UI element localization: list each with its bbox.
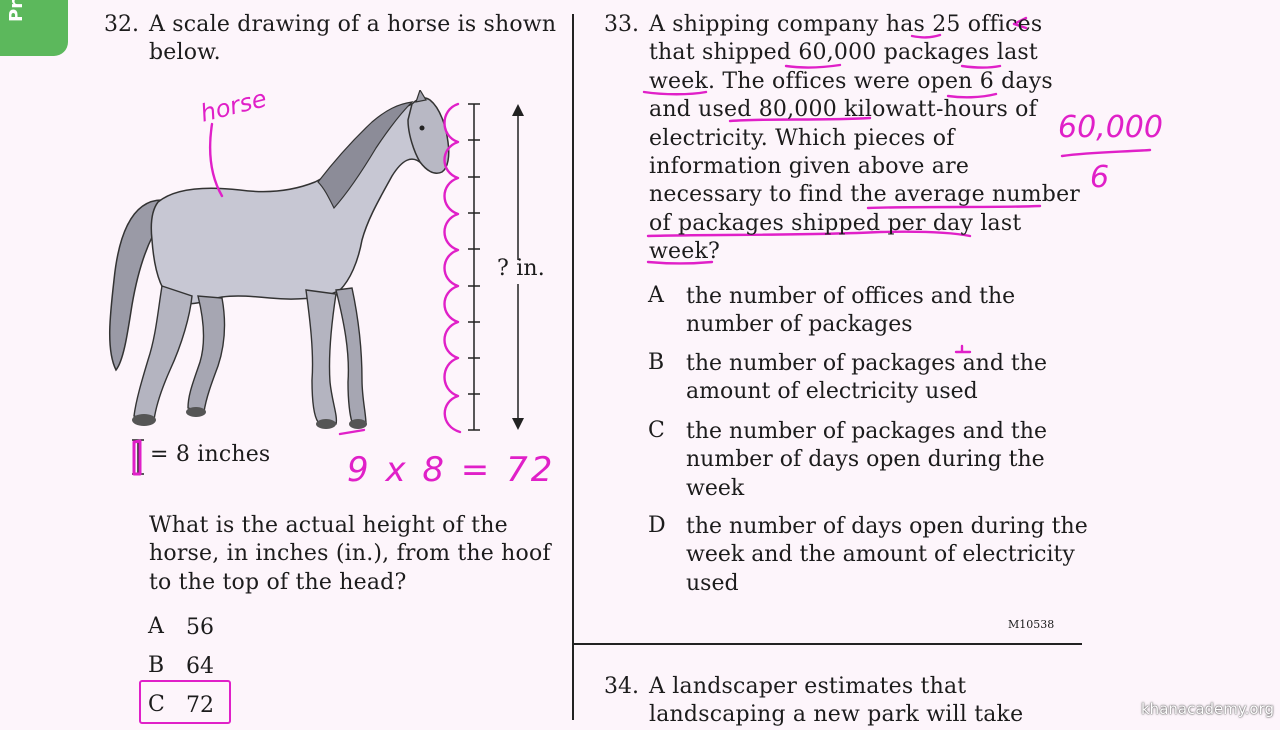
height-label: ? in. bbox=[497, 256, 545, 281]
q34-stem bbox=[649, 673, 1023, 730]
q32-number: 32. bbox=[104, 12, 139, 37]
q32-question bbox=[149, 512, 551, 597]
q32-stem-line: below. bbox=[149, 40, 221, 66]
ink-horse-label: horse bbox=[197, 84, 270, 128]
q33-stem-line: and used 80,000 kilowatt-hours of bbox=[649, 97, 1037, 123]
choice-line: the number of days open during the bbox=[686, 514, 1088, 539]
choice-line: amount of electricity used bbox=[686, 379, 978, 405]
q33-stem-line: information given above are bbox=[649, 154, 970, 180]
q32-stem-line: A scale drawing of a horse is shown bbox=[149, 12, 557, 37]
q33-stem-line: week. The offices were open 6 days bbox=[649, 68, 1053, 94]
q33-stem-line: A shipping company has 25 offices bbox=[649, 12, 1043, 37]
q32-choice-a-text[interactable]: 56 bbox=[186, 615, 214, 640]
q33-number: 33. bbox=[604, 12, 639, 37]
q32-question-line: What is the actual height of the bbox=[149, 513, 508, 538]
choice-line: number of packages bbox=[686, 312, 913, 338]
q33-stem-line: necessary to find the average number bbox=[649, 182, 1081, 208]
horse-illustration bbox=[100, 90, 460, 440]
q33-choice-d-letter[interactable]: D bbox=[648, 513, 666, 538]
q33-stem bbox=[649, 11, 1080, 267]
q34-stem-line: A landscaper estimates that bbox=[649, 674, 967, 699]
q33-choice-a-text[interactable] bbox=[686, 283, 1015, 340]
q32-choice-b-letter[interactable]: B bbox=[148, 653, 165, 678]
choice-line: week bbox=[686, 475, 745, 501]
q33-choice-a-letter[interactable]: A bbox=[648, 283, 664, 308]
q32-choice-a-letter[interactable]: A bbox=[148, 614, 164, 639]
q34-stem-line: landscaping a new park will take bbox=[649, 702, 1024, 728]
scale-key-icon bbox=[128, 438, 150, 478]
ink-fraction-numerator: 60,000 bbox=[1058, 110, 1163, 145]
q33-choice-b-letter[interactable]: B bbox=[648, 350, 665, 375]
q32-stem bbox=[149, 11, 556, 68]
scale-key-label: = 8 inches bbox=[150, 442, 271, 467]
q33-choice-d-text[interactable] bbox=[686, 513, 1088, 598]
q33-choice-b-text[interactable] bbox=[686, 350, 1047, 407]
q32-choice-c-letter[interactable]: C bbox=[148, 692, 165, 717]
q32-question-line: horse, in inches (in.), from the hoof bbox=[149, 541, 551, 567]
q33-stem-line: week? bbox=[649, 239, 720, 265]
watermark: khanacademy.org bbox=[1141, 700, 1274, 718]
badge-label: Pr bbox=[6, 0, 27, 22]
ink-fraction-denominator: 6 bbox=[1090, 160, 1110, 195]
q32-choice-c-text[interactable]: 72 bbox=[186, 693, 214, 718]
q32-question-line: to the top of the head? bbox=[149, 569, 407, 595]
item-code: M10538 bbox=[1008, 618, 1055, 631]
choice-line: week and the amount of electricity bbox=[686, 542, 1075, 568]
choice-line: used bbox=[686, 570, 739, 596]
choice-line: the number of packages and the bbox=[686, 351, 1047, 376]
column-divider bbox=[572, 14, 574, 720]
progress-badge[interactable] bbox=[0, 0, 68, 56]
choice-line: the number of packages and the bbox=[686, 419, 1047, 444]
question-divider bbox=[574, 643, 1082, 645]
q33-stem-line: of packages shipped per day last bbox=[649, 210, 1022, 236]
q34-number: 34. bbox=[604, 674, 639, 699]
ink-calculation: 9 x 8 = 72 bbox=[347, 450, 556, 490]
q33-stem-line: electricity. Which pieces of bbox=[649, 125, 955, 151]
q33-choice-c-letter[interactable]: C bbox=[648, 418, 665, 443]
q33-choice-c-text[interactable] bbox=[686, 418, 1047, 503]
q33-stem-line: that shipped 60,000 packages last bbox=[649, 40, 1038, 66]
choice-line: the number of offices and the bbox=[686, 284, 1016, 309]
q32-choice-b-text[interactable]: 64 bbox=[186, 654, 214, 679]
choice-line: number of days open during the bbox=[686, 447, 1045, 473]
